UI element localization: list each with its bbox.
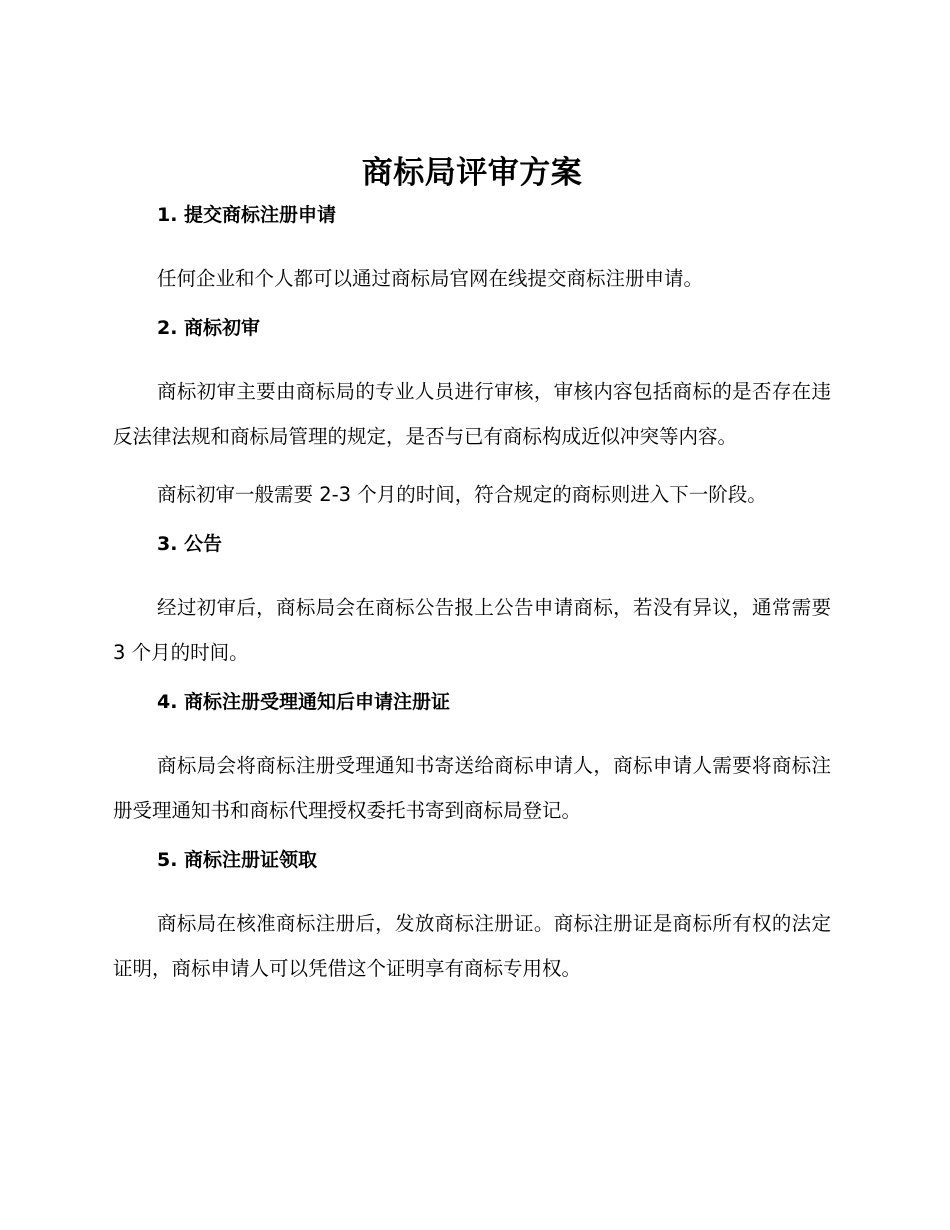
section-heading: 3. 公告	[157, 533, 223, 555]
section-paragraph: 商标初审主要由商标局的专业人员进行审核，审核内容包括商标的是否存在违反法律法规和商标局管理的规定，是否与已有商标构成近似冲突等内容。	[113, 380, 831, 448]
section-4	[113, 688, 831, 833]
section-heading: 2. 商标初审	[157, 317, 261, 339]
section-2	[113, 314, 831, 517]
section-heading: 5. 商标注册证领取	[157, 849, 318, 871]
section-heading: 1. 提交商标注册申请	[157, 204, 337, 226]
section-5	[113, 846, 831, 991]
section-1	[113, 201, 831, 301]
section-paragraph: 经过初审后，商标局会在商标公告报上公告申请商标，若没有异议，通常需要 3 个月的时间。	[113, 596, 831, 664]
document-body	[113, 150, 831, 1004]
section-paragraph: 商标局在核准商标注册后，发放商标注册证。商标注册证是商标所有权的法定证明，商标申请人可以凭借这个证明享有商标专用权。	[113, 912, 831, 980]
document-title: 商标局评审方案	[361, 155, 583, 191]
section-heading: 4. 商标注册受理通知后申请注册证	[157, 691, 451, 713]
section-paragraph: 商标初审一般需要 2-3 个月的时间，符合规定的商标则进入下一阶段。	[157, 483, 767, 506]
section-paragraph: 任何企业和个人都可以通过商标局官网在线提交商标注册申请。	[157, 267, 704, 290]
section-paragraph: 商标局会将商标注册受理通知书寄送给商标申请人，商标申请人需要将商标注册受理通知书和商标代理授权委托书寄到商标局登记。	[113, 754, 831, 822]
section-3	[113, 530, 831, 675]
